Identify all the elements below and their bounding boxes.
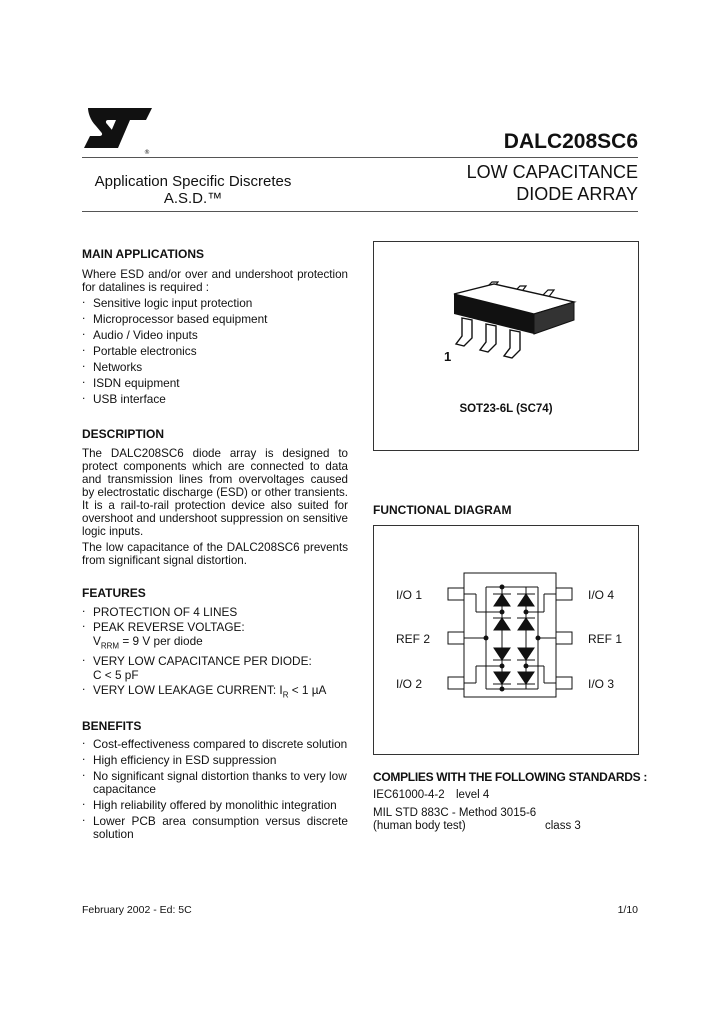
functional-diagram-heading: FUNCTIONAL DIAGRAM [373, 503, 512, 517]
standards-heading: COMPLIES WITH THE FOLLOWING STANDARDS : [373, 770, 648, 784]
sot23-package-icon [434, 272, 584, 372]
feature-text: PROTECTION OF 4 LINES [93, 605, 238, 619]
page-number: 1/10 [617, 904, 638, 916]
list-item: . Sensitive logic input protection [82, 295, 352, 311]
description-heading: DESCRIPTION [82, 427, 165, 441]
feature-text: . PEAK REVERSE VOLTAGE: [93, 619, 245, 634]
list-item: . Lower PCB area consumption versus discrete solution [82, 815, 348, 841]
footer-date: February 2002 - Ed: 5C [82, 904, 192, 916]
standard-mil: MIL STD 883C - Method 3015-6 [373, 807, 537, 819]
list-item [82, 620, 352, 654]
st-logo-icon [82, 106, 154, 158]
category-line-2: A.S.D.™ [163, 190, 223, 207]
part-number: DALC208SC6 [503, 130, 638, 153]
feature-text: VERY LOW LEAKAGE CURRENT: I [93, 682, 283, 697]
list-item: . Cost-effectiveness compared to discrete solution [82, 738, 348, 751]
category [82, 173, 304, 207]
benefits-list [82, 738, 348, 841]
list-item: . Portable electronics [82, 343, 352, 359]
feature-text: = 9 V per diode [119, 634, 203, 648]
feature-text: C < 5 pF [93, 668, 139, 683]
list-item: . USB interface [82, 391, 352, 407]
standard-iec-level: level 4 [456, 789, 490, 801]
package-caption: SOT23-6L (SC74) [459, 403, 553, 415]
subtitle-line-2: DIODE ARRAY [516, 184, 638, 204]
list-item: . Microprocessor based equipment [82, 311, 352, 327]
feature-text: V [93, 634, 101, 648]
feature-text: < 1 µA [288, 682, 327, 697]
list-item: . No significant signal distortion thanks to very low capacitance [82, 770, 348, 796]
package-box [373, 241, 639, 451]
list-item [82, 683, 352, 703]
features-heading: FEATURES [82, 586, 146, 600]
feature-text: . VERY LOW CAPACITANCE PER DIODE: [93, 653, 312, 668]
product-subtitle [467, 161, 638, 205]
functional-diagram-box [373, 525, 639, 755]
feature-subscript: R [282, 690, 289, 700]
main-applications-intro: Where ESD and/or over and undershoot protection for datalines is required : [82, 268, 348, 294]
label-ref2: REF 2 [396, 632, 431, 646]
label-io2: I/O 2 [396, 677, 423, 691]
label-ref1: REF 1 [588, 632, 623, 646]
feature-subscript: RRM [100, 641, 120, 651]
benefits-heading: BENEFITS [82, 719, 142, 733]
category-line-1: Application Specific Discretes [94, 173, 292, 190]
description-para-2: The low capacitance of the DALC208SC6 prevents from significant signal distortion. [82, 541, 348, 567]
list-item: . ISDN equipment [82, 375, 352, 391]
standard-iec: IEC61000-4-2 [373, 789, 445, 801]
list-item [82, 654, 352, 683]
subtitle-line-1: LOW CAPACITANCE [466, 162, 638, 182]
standard-mil-class: class 3 [545, 820, 581, 832]
list-item: . High reliability offered by monolithic integration [82, 799, 348, 812]
pin-1-label: 1 [444, 349, 452, 364]
list-item: . High efficiency in ESD suppression [82, 754, 348, 767]
list-item [82, 605, 352, 620]
description-para-1: The DALC208SC6 diode array is designed to protect components which are connected to data and transmission lines from overvoltages caused by electrostatic discharge (ESD) or other transients. It is a rail-to-rail protection device also suited for overshoot and undershoot suppression on sensitive logic inputs. [82, 447, 348, 538]
list-item: . Networks [82, 359, 352, 375]
standard-mil-test: (human body test) [373, 820, 466, 832]
features-list [82, 605, 352, 703]
main-applications-heading: MAIN APPLICATIONS [82, 247, 204, 261]
label-io1: I/O 1 [396, 588, 423, 602]
list-item: . Audio / Video inputs [82, 327, 352, 343]
svg-text:®: ® [144, 149, 150, 156]
applications-list [82, 295, 352, 407]
label-io4: I/O 4 [588, 588, 615, 602]
label-io3: I/O 3 [588, 677, 615, 691]
